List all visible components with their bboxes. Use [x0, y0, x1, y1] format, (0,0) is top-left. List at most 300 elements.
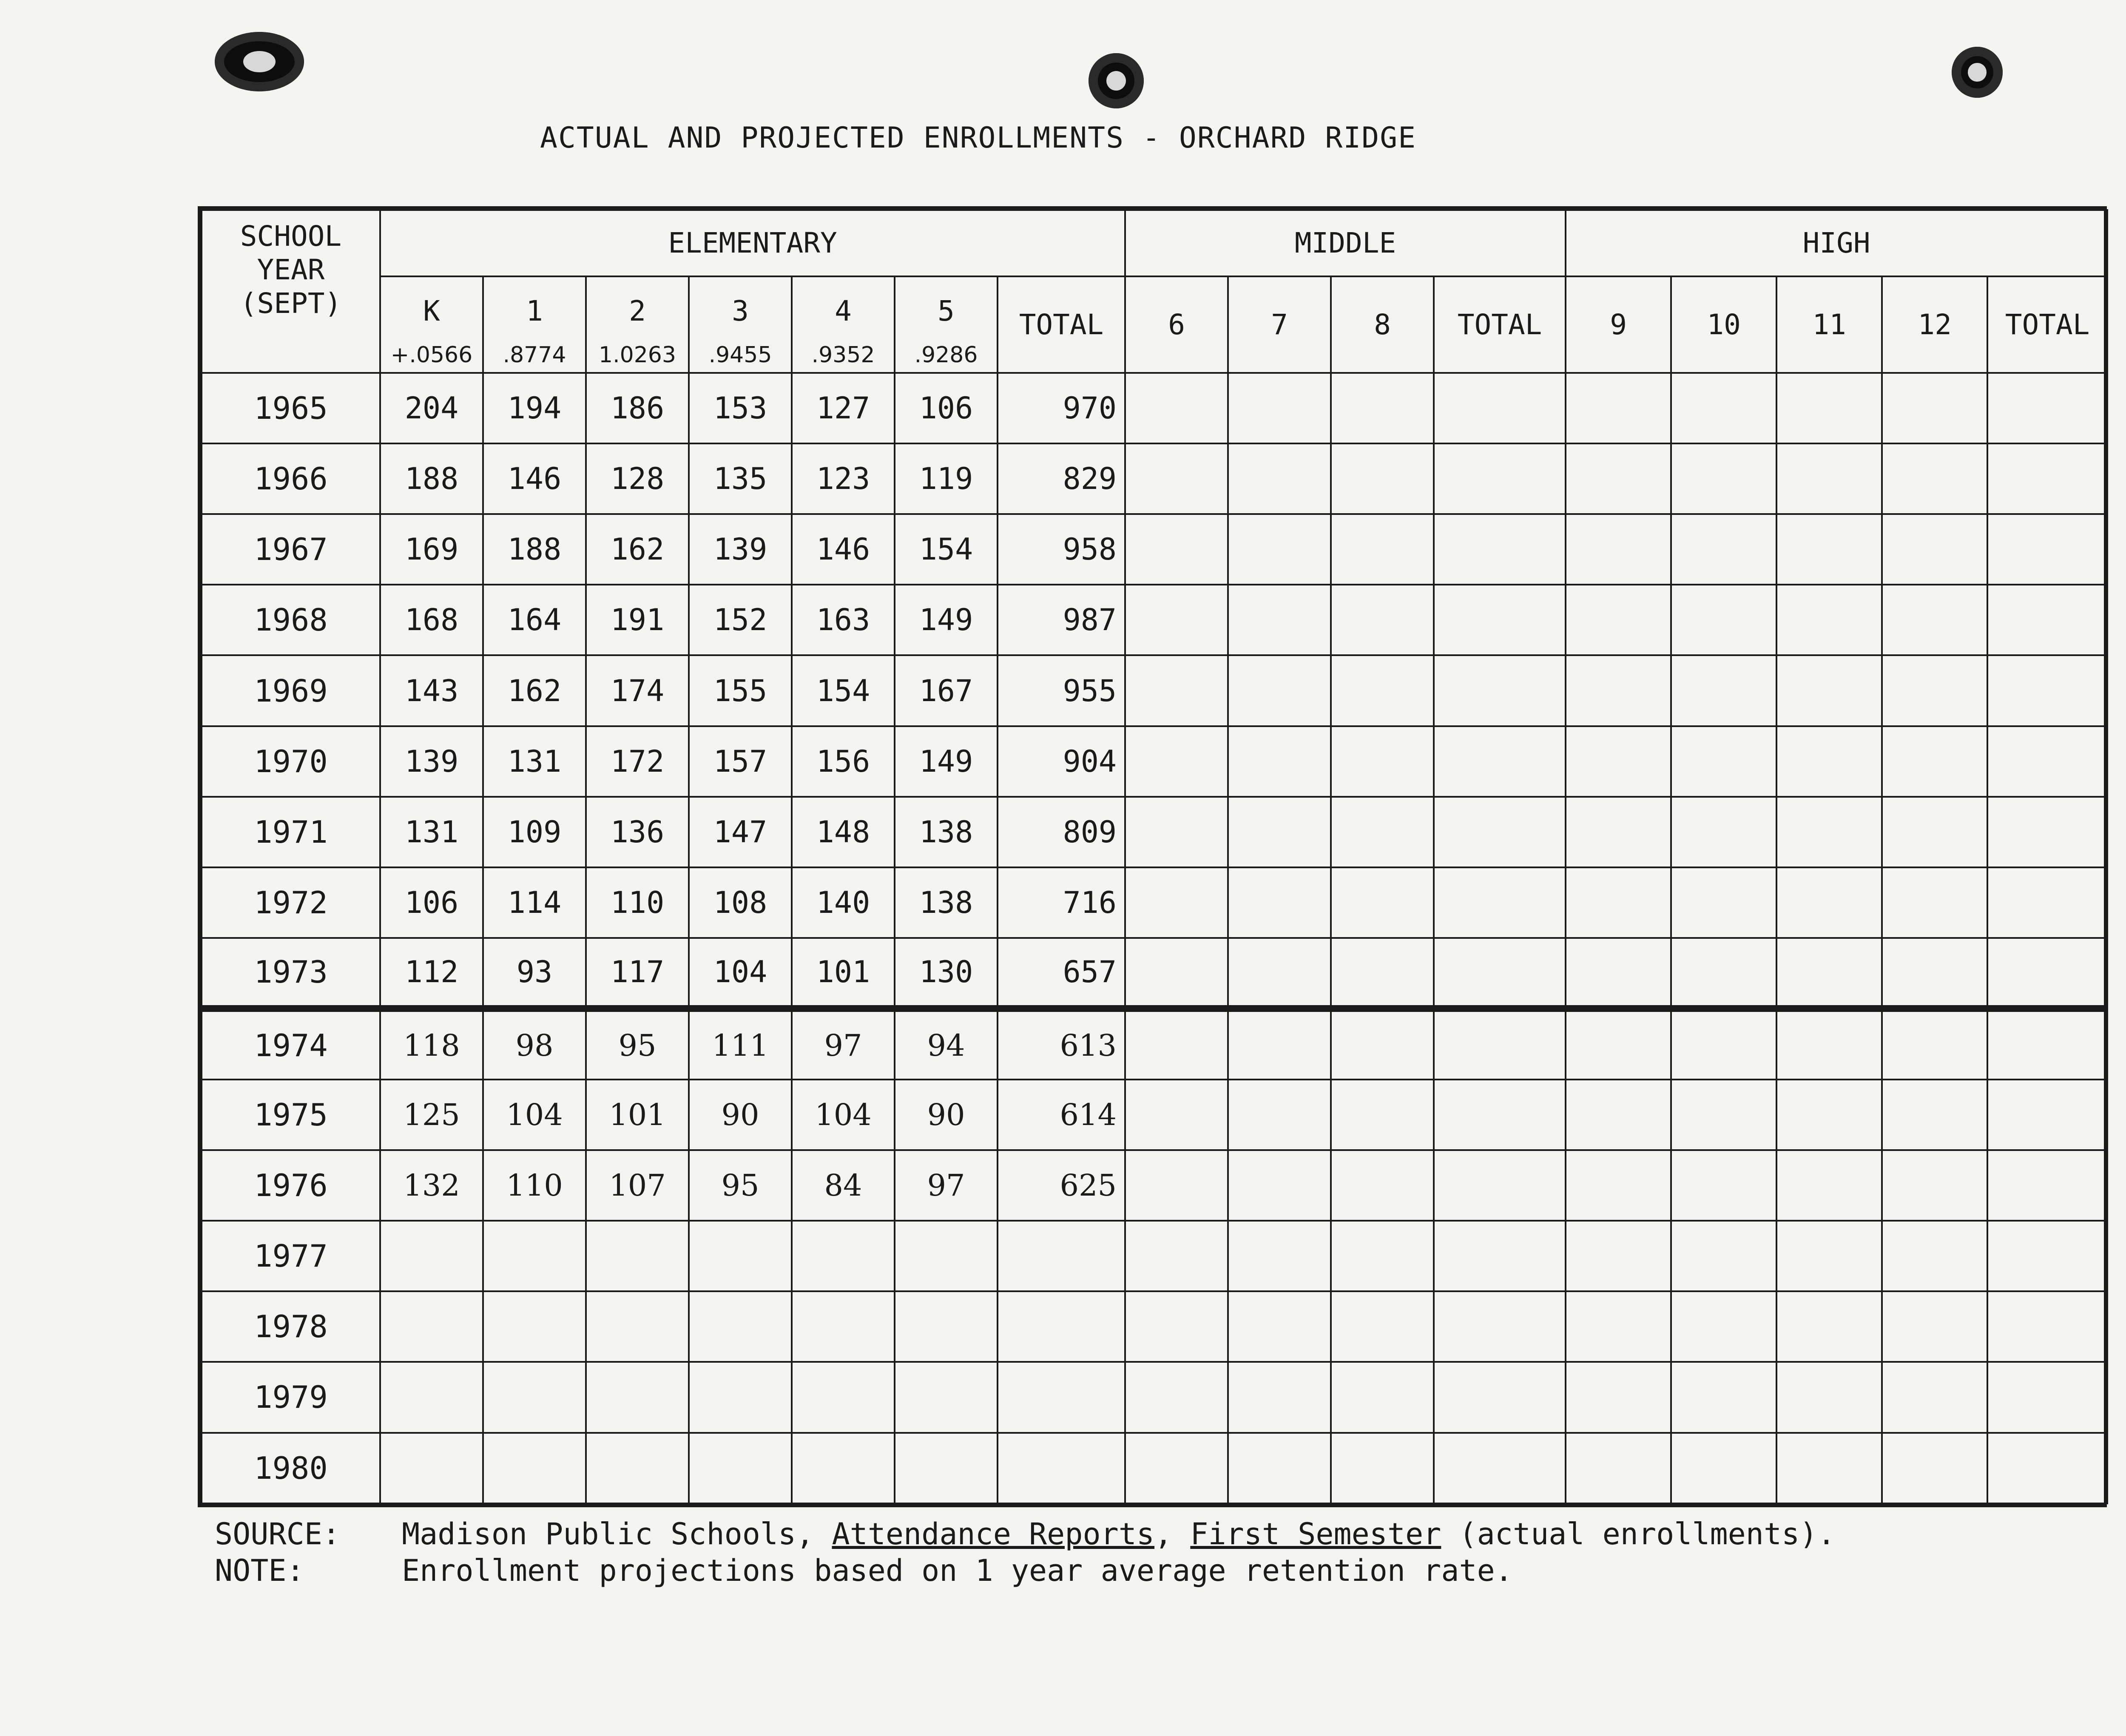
grade-header-3: 3 — [689, 276, 792, 341]
middle-empty-cell — [1331, 514, 1434, 585]
table-row — [202, 514, 2107, 585]
enrollment-cell: 162 — [586, 514, 689, 585]
table-row — [202, 938, 2107, 1009]
enrollment-cell — [483, 1362, 586, 1432]
enrollment-cell: 130 — [895, 938, 998, 1009]
middle-empty-cell — [1331, 585, 1434, 655]
high-empty-cell — [1566, 797, 1671, 867]
middle-empty-cell — [1331, 1291, 1434, 1362]
middle-empty-cell — [1434, 443, 1566, 514]
source-title-1: Attendance Reports — [832, 1517, 1155, 1551]
note-label: NOTE: — [215, 1553, 304, 1588]
table-row — [202, 1221, 2107, 1291]
enrollment-cell — [380, 1362, 483, 1432]
enrollment-cell: 188 — [380, 443, 483, 514]
middle-empty-cell — [1331, 867, 1434, 938]
enrollment-cell: 138 — [895, 867, 998, 938]
enrollment-cell: 167 — [895, 655, 998, 726]
high-empty-cell — [1671, 797, 1776, 867]
high-empty-cell — [1882, 655, 1987, 726]
grade-header-5: 5 — [895, 276, 998, 341]
high-empty-cell — [1987, 514, 2107, 585]
middle-total-header: TOTAL — [1434, 276, 1566, 373]
elementary-total-cell: 614 — [998, 1080, 1125, 1150]
grade-header-7: 7 — [1228, 276, 1331, 373]
high-empty-cell — [1987, 797, 2107, 867]
high-empty-cell — [1882, 1221, 1987, 1291]
enrollment-cell: 106 — [895, 373, 998, 443]
grade-header-9: 9 — [1566, 276, 1671, 373]
enrollment-cell: 111 — [689, 1009, 792, 1079]
middle-empty-cell — [1125, 797, 1228, 867]
high-empty-cell — [1882, 726, 1987, 797]
school-year-cell: 1974 — [202, 1009, 380, 1079]
enrollment-cell: 104 — [689, 938, 792, 1009]
high-empty-cell — [1882, 1150, 1987, 1221]
middle-empty-cell — [1228, 373, 1331, 443]
school-year-cell: 1980 — [202, 1433, 380, 1503]
enrollment-cell: 149 — [895, 585, 998, 655]
grade-header-11: 11 — [1776, 276, 1882, 373]
high-empty-cell — [1776, 514, 1882, 585]
enrollment-cell: 157 — [689, 726, 792, 797]
table-row — [202, 655, 2107, 726]
enrollment-cell: 138 — [895, 797, 998, 867]
school-year-cell: 1975 — [202, 1080, 380, 1150]
enrollment-cell: 149 — [895, 726, 998, 797]
table-row — [202, 1009, 2107, 1079]
high-empty-cell — [1776, 867, 1882, 938]
school-year-cell: 1977 — [202, 1221, 380, 1291]
high-empty-cell — [1882, 373, 1987, 443]
enrollment-cell: 90 — [895, 1080, 998, 1150]
high-empty-cell — [1671, 1150, 1776, 1221]
enrollment-cell — [895, 1433, 998, 1503]
enrollment-cell: 114 — [483, 867, 586, 938]
high-empty-cell — [1566, 1433, 1671, 1503]
high-empty-cell — [1671, 938, 1776, 1009]
high-empty-cell — [1987, 443, 2107, 514]
elementary-total-cell — [998, 1433, 1125, 1503]
high-empty-cell — [1882, 1080, 1987, 1150]
high-empty-cell — [1987, 726, 2107, 797]
enrollment-cell: 123 — [792, 443, 895, 514]
middle-empty-cell — [1125, 443, 1228, 514]
table-row — [202, 1291, 2107, 1362]
enrollment-cell — [586, 1291, 689, 1362]
enrollment-cell: 104 — [792, 1080, 895, 1150]
enrollment-cell: 194 — [483, 373, 586, 443]
high-empty-cell — [1987, 1080, 2107, 1150]
middle-empty-cell — [1228, 1433, 1331, 1503]
elementary-total-cell: 987 — [998, 585, 1125, 655]
high-empty-cell — [1671, 726, 1776, 797]
middle-empty-cell — [1331, 797, 1434, 867]
enrollment-cell: 188 — [483, 514, 586, 585]
middle-empty-cell — [1434, 726, 1566, 797]
enrollment-cell — [483, 1291, 586, 1362]
high-empty-cell — [1671, 1433, 1776, 1503]
enrollment-cell: 109 — [483, 797, 586, 867]
middle-empty-cell — [1228, 1362, 1331, 1432]
middle-empty-cell — [1331, 726, 1434, 797]
high-empty-cell — [1671, 1221, 1776, 1291]
enrollment-cell: 168 — [380, 585, 483, 655]
enrollment-cell — [689, 1433, 792, 1503]
enrollment-table — [198, 206, 2107, 1507]
enrollment-cell: 139 — [380, 726, 483, 797]
table-row — [202, 1362, 2107, 1432]
elementary-total-cell: 970 — [998, 373, 1125, 443]
enrollment-cell: 204 — [380, 373, 483, 443]
enrollment-cell: 104 — [483, 1080, 586, 1150]
elementary-total-cell: 958 — [998, 514, 1125, 585]
high-header: HIGH — [1566, 210, 2107, 276]
high-empty-cell — [1882, 1009, 1987, 1079]
school-year-cell: 1979 — [202, 1362, 380, 1432]
retention-rate: 1.0263 — [586, 341, 689, 373]
high-empty-cell — [1987, 585, 2107, 655]
high-empty-cell — [1882, 1362, 1987, 1432]
middle-empty-cell — [1228, 1080, 1331, 1150]
elementary-total-cell: 809 — [998, 797, 1125, 867]
elementary-header: ELEMENTARY — [380, 210, 1125, 276]
enrollment-cell — [792, 1221, 895, 1291]
middle-empty-cell — [1228, 585, 1331, 655]
high-empty-cell — [1882, 585, 1987, 655]
enrollment-cell — [586, 1221, 689, 1291]
high-empty-cell — [1566, 1291, 1671, 1362]
grade-header-12: 12 — [1882, 276, 1987, 373]
enrollment-cell — [895, 1362, 998, 1432]
high-empty-cell — [1566, 938, 1671, 1009]
high-empty-cell — [1566, 443, 1671, 514]
elementary-total-header: TOTAL — [998, 276, 1125, 373]
enrollment-cell: 139 — [689, 514, 792, 585]
retention-rate: .8774 — [483, 341, 586, 373]
high-empty-cell — [1776, 1433, 1882, 1503]
punch-hole-right — [1952, 47, 2003, 98]
high-empty-cell — [1882, 797, 1987, 867]
middle-empty-cell — [1434, 1009, 1566, 1079]
high-empty-cell — [1776, 726, 1882, 797]
school-year-cell: 1969 — [202, 655, 380, 726]
middle-empty-cell — [1434, 514, 1566, 585]
enrollment-cell — [895, 1291, 998, 1362]
elementary-total-cell: 657 — [998, 938, 1125, 1009]
enrollment-cell: 108 — [689, 867, 792, 938]
enrollment-cell: 186 — [586, 373, 689, 443]
high-empty-cell — [1566, 585, 1671, 655]
high-empty-cell — [1882, 867, 1987, 938]
enrollment-cell — [380, 1433, 483, 1503]
high-empty-cell — [1776, 1362, 1882, 1432]
enrollment-cell: 106 — [380, 867, 483, 938]
enrollment-cell: 143 — [380, 655, 483, 726]
enrollment-cell: 131 — [380, 797, 483, 867]
high-empty-cell — [1776, 797, 1882, 867]
enrollment-cell — [689, 1362, 792, 1432]
grade-header-6: 6 — [1125, 276, 1228, 373]
enrollment-cell — [792, 1433, 895, 1503]
enrollment-cell: 95 — [586, 1009, 689, 1079]
enrollment-cell: 127 — [792, 373, 895, 443]
enrollment-cell: 95 — [689, 1150, 792, 1221]
middle-empty-cell — [1331, 938, 1434, 1009]
high-empty-cell — [1566, 1362, 1671, 1432]
retention-rate: .9352 — [792, 341, 895, 373]
punch-hole-left — [215, 32, 304, 91]
grade-header-4: 4 — [792, 276, 895, 341]
source-mid: , — [1154, 1517, 1191, 1551]
high-empty-cell — [1671, 1009, 1776, 1079]
middle-empty-cell — [1331, 443, 1434, 514]
enrollment-cell: 135 — [689, 443, 792, 514]
enrollment-cell — [689, 1291, 792, 1362]
enrollment-cell: 169 — [380, 514, 483, 585]
enrollment-cell — [895, 1221, 998, 1291]
table-row — [202, 443, 2107, 514]
middle-empty-cell — [1125, 867, 1228, 938]
elementary-total-cell — [998, 1362, 1125, 1432]
middle-empty-cell — [1228, 1009, 1331, 1079]
middle-empty-cell — [1125, 938, 1228, 1009]
middle-empty-cell — [1125, 655, 1228, 726]
table-row — [202, 1150, 2107, 1221]
high-empty-cell — [1671, 585, 1776, 655]
high-empty-cell — [1776, 655, 1882, 726]
grade-header-8: 8 — [1331, 276, 1434, 373]
enrollment-cell — [483, 1221, 586, 1291]
note-line — [215, 1552, 1836, 1589]
middle-empty-cell — [1434, 1080, 1566, 1150]
source-line — [215, 1516, 1836, 1552]
footer — [215, 1516, 1836, 1589]
note-text: Enrollment projections based on 1 year average retention rate. — [402, 1553, 1513, 1588]
enrollment-cell: 90 — [689, 1080, 792, 1150]
high-empty-cell — [1987, 1362, 2107, 1432]
elementary-total-cell: 716 — [998, 867, 1125, 938]
elementary-total-cell: 904 — [998, 726, 1125, 797]
high-empty-cell — [1776, 1080, 1882, 1150]
high-empty-cell — [1566, 373, 1671, 443]
high-empty-cell — [1671, 1080, 1776, 1150]
enrollment-cell: 98 — [483, 1009, 586, 1079]
high-empty-cell — [1566, 1150, 1671, 1221]
school-year-label: SCHOOL YEAR (SEPT) — [240, 220, 342, 320]
high-empty-cell — [1987, 867, 2107, 938]
enrollment-cell: 153 — [689, 373, 792, 443]
enrollment-cell — [380, 1221, 483, 1291]
high-empty-cell — [1987, 373, 2107, 443]
source-post: (actual enrollments). — [1441, 1517, 1836, 1551]
high-empty-cell — [1882, 443, 1987, 514]
enrollment-cell — [792, 1291, 895, 1362]
elementary-total-cell: 829 — [998, 443, 1125, 514]
enrollment-cell: 128 — [586, 443, 689, 514]
enrollment-cell: 84 — [792, 1150, 895, 1221]
middle-empty-cell — [1434, 373, 1566, 443]
enrollment-cell: 97 — [792, 1009, 895, 1079]
high-empty-cell — [1671, 655, 1776, 726]
elementary-total-cell — [998, 1221, 1125, 1291]
middle-empty-cell — [1434, 867, 1566, 938]
table-row — [202, 867, 2107, 938]
high-empty-cell — [1882, 514, 1987, 585]
middle-empty-cell — [1331, 1080, 1434, 1150]
enrollment-cell: 97 — [895, 1150, 998, 1221]
high-empty-cell — [1882, 1433, 1987, 1503]
high-empty-cell — [1671, 867, 1776, 938]
punch-hole-center — [1089, 53, 1144, 108]
high-empty-cell — [1671, 1291, 1776, 1362]
enrollment-cell: 156 — [792, 726, 895, 797]
high-empty-cell — [1671, 373, 1776, 443]
table-row — [202, 585, 2107, 655]
middle-empty-cell — [1125, 726, 1228, 797]
high-empty-cell — [1776, 585, 1882, 655]
enrollment-cell: 119 — [895, 443, 998, 514]
source-label: SOURCE: — [215, 1517, 341, 1551]
school-year-cell: 1970 — [202, 726, 380, 797]
school-year-cell: 1978 — [202, 1291, 380, 1362]
high-empty-cell — [1882, 938, 1987, 1009]
middle-empty-cell — [1434, 655, 1566, 726]
enrollment-cell: 148 — [792, 797, 895, 867]
table-row — [202, 726, 2107, 797]
enrollment-cell — [586, 1362, 689, 1432]
table-row — [202, 797, 2107, 867]
table-row — [202, 1433, 2107, 1503]
enrollment-cell: 154 — [792, 655, 895, 726]
middle-empty-cell — [1125, 373, 1228, 443]
elementary-total-cell: 955 — [998, 655, 1125, 726]
enrollment-cell: 164 — [483, 585, 586, 655]
high-empty-cell — [1987, 1150, 2107, 1221]
enrollment-cell: 118 — [380, 1009, 483, 1079]
enrollment-cell: 146 — [483, 443, 586, 514]
high-empty-cell — [1987, 1291, 2107, 1362]
middle-empty-cell — [1125, 1362, 1228, 1432]
high-empty-cell — [1776, 373, 1882, 443]
high-empty-cell — [1882, 1291, 1987, 1362]
table-row — [202, 373, 2107, 443]
high-empty-cell — [1566, 1221, 1671, 1291]
middle-empty-cell — [1228, 938, 1331, 1009]
page-title: ACTUAL AND PROJECTED ENROLLMENTS - ORCHARD RIDGE — [540, 121, 1417, 155]
enrollment-cell — [586, 1433, 689, 1503]
high-empty-cell — [1776, 1009, 1882, 1079]
middle-empty-cell — [1125, 585, 1228, 655]
enrollment-cell — [689, 1221, 792, 1291]
high-empty-cell — [1987, 1009, 2107, 1079]
middle-empty-cell — [1125, 1150, 1228, 1221]
school-year-cell: 1966 — [202, 443, 380, 514]
high-empty-cell — [1566, 1080, 1671, 1150]
grade-header-2: 2 — [586, 276, 689, 341]
school-year-cell: 1972 — [202, 867, 380, 938]
middle-empty-cell — [1228, 867, 1331, 938]
enrollment-cell: 107 — [586, 1150, 689, 1221]
retention-rate: .9286 — [895, 341, 998, 373]
elementary-total-cell: 625 — [998, 1150, 1125, 1221]
high-empty-cell — [1776, 443, 1882, 514]
enrollment-cell — [483, 1433, 586, 1503]
middle-empty-cell — [1331, 1433, 1434, 1503]
school-year-header — [202, 210, 380, 373]
elementary-total-cell — [998, 1291, 1125, 1362]
middle-empty-cell — [1434, 1433, 1566, 1503]
middle-empty-cell — [1434, 585, 1566, 655]
enrollment-cell: 162 — [483, 655, 586, 726]
enrollment-cell: 140 — [792, 867, 895, 938]
high-empty-cell — [1566, 726, 1671, 797]
school-year-cell: 1973 — [202, 938, 380, 1009]
enrollment-cell: 136 — [586, 797, 689, 867]
school-year-cell: 1971 — [202, 797, 380, 867]
enrollment-cell: 152 — [689, 585, 792, 655]
enrollment-cell: 110 — [483, 1150, 586, 1221]
high-empty-cell — [1566, 867, 1671, 938]
enrollment-cell: 101 — [586, 1080, 689, 1150]
retention-rate: .9455 — [689, 341, 792, 373]
middle-empty-cell — [1331, 1221, 1434, 1291]
middle-empty-cell — [1331, 1150, 1434, 1221]
grade-header-k: K — [380, 276, 483, 341]
middle-empty-cell — [1125, 514, 1228, 585]
enrollment-cell: 112 — [380, 938, 483, 1009]
enrollment-cell: 172 — [586, 726, 689, 797]
high-empty-cell — [1671, 443, 1776, 514]
middle-empty-cell — [1228, 1221, 1331, 1291]
middle-empty-cell — [1125, 1080, 1228, 1150]
middle-empty-cell — [1331, 1009, 1434, 1079]
middle-empty-cell — [1228, 797, 1331, 867]
high-empty-cell — [1776, 1291, 1882, 1362]
high-empty-cell — [1671, 514, 1776, 585]
enrollment-cell: 147 — [689, 797, 792, 867]
enrollment-cell: 163 — [792, 585, 895, 655]
high-empty-cell — [1987, 655, 2107, 726]
middle-empty-cell — [1434, 1362, 1566, 1432]
middle-empty-cell — [1434, 1291, 1566, 1362]
middle-empty-cell — [1434, 938, 1566, 1009]
middle-empty-cell — [1228, 655, 1331, 726]
middle-header: MIDDLE — [1125, 210, 1566, 276]
high-empty-cell — [1776, 938, 1882, 1009]
middle-empty-cell — [1228, 514, 1331, 585]
enrollment-cell: 93 — [483, 938, 586, 1009]
school-year-cell: 1968 — [202, 585, 380, 655]
grade-header-1: 1 — [483, 276, 586, 341]
middle-empty-cell — [1125, 1433, 1228, 1503]
middle-empty-cell — [1228, 1150, 1331, 1221]
middle-empty-cell — [1228, 443, 1331, 514]
high-empty-cell — [1776, 1150, 1882, 1221]
enrollment-cell — [380, 1291, 483, 1362]
middle-empty-cell — [1125, 1009, 1228, 1079]
middle-empty-cell — [1434, 1221, 1566, 1291]
high-empty-cell — [1566, 1009, 1671, 1079]
high-empty-cell — [1566, 655, 1671, 726]
enrollment-cell: 174 — [586, 655, 689, 726]
enrollment-cell: 132 — [380, 1150, 483, 1221]
middle-empty-cell — [1228, 726, 1331, 797]
middle-empty-cell — [1434, 1150, 1566, 1221]
enrollment-cell — [792, 1362, 895, 1432]
source-pre: Madison Public Schools, — [402, 1517, 832, 1551]
school-year-cell: 1967 — [202, 514, 380, 585]
